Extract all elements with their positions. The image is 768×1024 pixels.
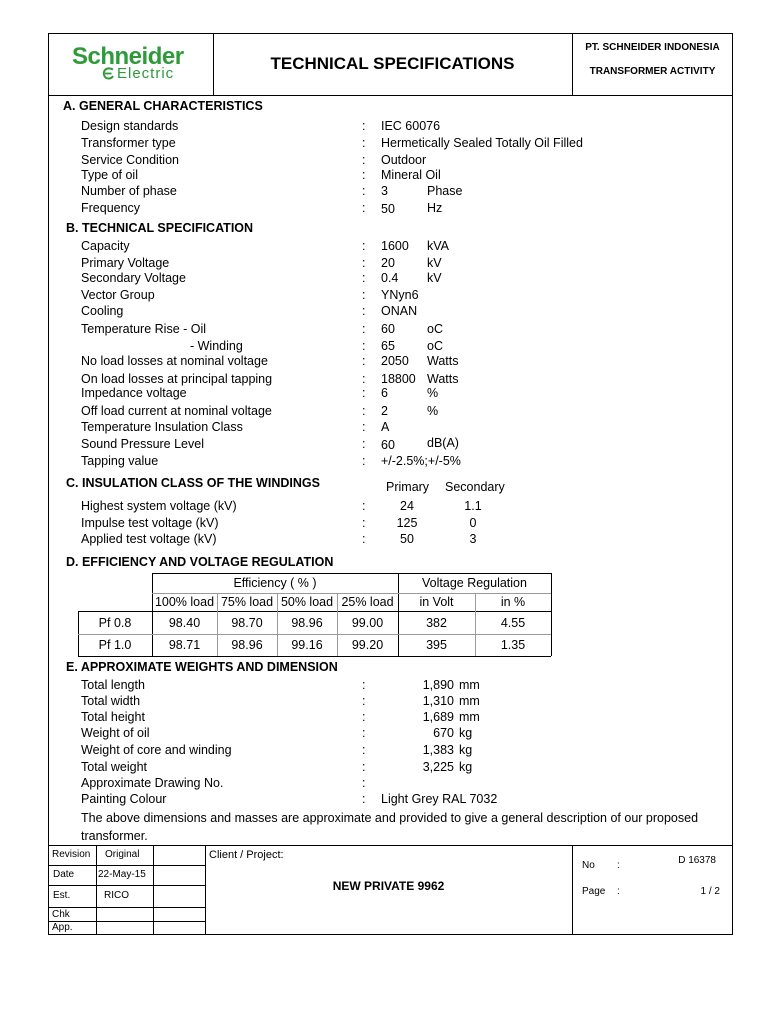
column-header: 50% load bbox=[280, 595, 334, 609]
dimension-value: 3,225 bbox=[422, 760, 454, 774]
primary-column-header: Primary bbox=[386, 480, 430, 494]
dimension-value: 1,689 bbox=[422, 710, 454, 724]
column-header: 100% load bbox=[154, 595, 215, 609]
colon: : bbox=[362, 743, 366, 757]
spec-unit: Hz bbox=[427, 201, 443, 215]
section-a-heading: A. GENERAL CHARACTERISTICS bbox=[63, 99, 263, 113]
spec-value: 18800 bbox=[381, 372, 416, 386]
dimension-unit: kg bbox=[459, 726, 473, 740]
spec-label: Secondary Voltage bbox=[81, 271, 186, 285]
table-cell: 99.16 bbox=[291, 638, 323, 652]
spec-value: 2050 bbox=[381, 354, 409, 368]
spec-label: Sound Pressure Level bbox=[81, 437, 204, 451]
spec-unit: Phase bbox=[427, 184, 463, 198]
colon: : bbox=[362, 271, 366, 285]
colon: : bbox=[362, 354, 366, 368]
colon: : bbox=[362, 136, 366, 150]
colon: : bbox=[362, 201, 366, 215]
spec-value: IEC 60076 bbox=[381, 119, 441, 133]
dimension-unit: kg bbox=[459, 743, 473, 757]
table-cell: 98.96 bbox=[291, 616, 323, 630]
colon: : bbox=[362, 322, 366, 336]
table-cell: 98.71 bbox=[168, 638, 201, 652]
dimension-label: Weight of core and winding bbox=[81, 743, 232, 757]
colon: : bbox=[362, 119, 366, 133]
spec-unit: Watts bbox=[427, 354, 459, 368]
colon: : bbox=[362, 153, 366, 167]
colon: : bbox=[362, 678, 366, 692]
colon: : bbox=[362, 694, 366, 708]
date-label: Date bbox=[53, 869, 75, 880]
insulation-secondary: 3 bbox=[469, 532, 477, 546]
spec-value: 2 bbox=[381, 404, 388, 418]
dimension-label: Total length bbox=[81, 678, 145, 692]
dimension-label: Approximate Drawing No. bbox=[81, 776, 224, 790]
dimension-unit: kg bbox=[459, 760, 473, 774]
spec-value: 1600 bbox=[381, 239, 409, 253]
secondary-column-header: Secondary bbox=[445, 480, 505, 494]
table-cell: 99.20 bbox=[351, 638, 384, 652]
est-value: RICO bbox=[104, 890, 129, 901]
spec-value: YNyn6 bbox=[381, 288, 419, 302]
dimension-unit: mm bbox=[459, 678, 480, 692]
colon: : bbox=[362, 726, 366, 740]
doc-no-value: D 16378 bbox=[678, 855, 716, 866]
colon: : bbox=[362, 339, 366, 353]
spec-unit: kV bbox=[427, 271, 442, 285]
colon: : bbox=[362, 404, 366, 418]
spec-unit: dB(A) bbox=[427, 436, 459, 450]
spec-value: 0.4 bbox=[381, 271, 399, 285]
insulation-primary: 24 bbox=[400, 499, 414, 513]
activity-name: TRANSFORMER ACTIVITY bbox=[589, 66, 716, 77]
pf-label: Pf 1.0 bbox=[98, 638, 132, 652]
table-cell: 99.00 bbox=[351, 616, 384, 630]
spec-value: Mineral Oil bbox=[381, 168, 441, 182]
painting-value: Light Grey RAL 7032 bbox=[381, 792, 498, 806]
dimension-label: Total height bbox=[81, 710, 145, 724]
chk-label: Chk bbox=[52, 909, 70, 920]
colon: : bbox=[362, 168, 366, 182]
colon: : bbox=[362, 437, 366, 451]
dimension-unit: mm bbox=[459, 710, 480, 724]
insulation-label: Highest system voltage (kV) bbox=[81, 499, 237, 513]
dimension-note-cont: transformer. bbox=[81, 829, 148, 843]
table-cell: 98.70 bbox=[231, 616, 263, 630]
column-header: in % bbox=[500, 595, 526, 609]
table-cell: 98.96 bbox=[231, 638, 263, 652]
colon: : bbox=[362, 288, 366, 302]
column-header: 75% load bbox=[220, 595, 274, 609]
spec-unit: Watts bbox=[427, 372, 459, 386]
project-name: NEW PRIVATE 9962 bbox=[332, 879, 445, 893]
column-header: 25% load bbox=[341, 595, 394, 609]
spec-label: Type of oil bbox=[81, 168, 138, 182]
dimension-value: 1,890 bbox=[422, 678, 454, 692]
dimension-note: The above dimensions and masses are approximate and provided to give a general description of our proposed bbox=[81, 811, 699, 825]
spec-value: 20 bbox=[381, 256, 395, 270]
spec-label: Cooling bbox=[81, 304, 124, 318]
spec-value: +/-2.5%;+/-5% bbox=[381, 454, 461, 468]
doc-no-label: No bbox=[582, 860, 595, 871]
dimension-label: Total width bbox=[81, 694, 141, 708]
dimension-label: Weight of oil bbox=[81, 726, 150, 740]
table-cell: 395 bbox=[426, 638, 447, 652]
client-label: Client / Project: bbox=[209, 849, 284, 861]
page-colon: : bbox=[617, 886, 620, 897]
insulation-secondary: 0 bbox=[469, 516, 477, 530]
page-title: TECHNICAL SPECIFICATIONS bbox=[270, 54, 515, 73]
insulation-label: Impulse test voltage (kV) bbox=[81, 516, 219, 530]
colon: : bbox=[362, 304, 366, 318]
spec-value: 65 bbox=[381, 339, 395, 353]
spec-value: 60 bbox=[381, 322, 395, 336]
section-e-heading: E. APPROXIMATE WEIGHTS AND DIMENSION bbox=[66, 660, 338, 674]
date-value: 22-May-15 bbox=[98, 869, 146, 880]
spec-label: Design standards bbox=[81, 119, 179, 133]
spec-value: 60 bbox=[381, 438, 395, 452]
painting-label: Painting Colour bbox=[81, 792, 167, 806]
spec-label: Tapping value bbox=[81, 454, 159, 468]
logo-e-icon bbox=[102, 67, 115, 80]
colon: : bbox=[362, 386, 366, 400]
colon: : bbox=[362, 420, 366, 434]
spec-label: Number of phase bbox=[81, 184, 177, 198]
insulation-secondary: 1.1 bbox=[464, 499, 482, 513]
colon: : bbox=[362, 256, 366, 270]
section-c-heading: C. INSULATION CLASS OF THE WINDINGS bbox=[66, 476, 320, 490]
spec-value: 3 bbox=[381, 184, 388, 198]
company-name: PT. SCHNEIDER INDONESIA bbox=[585, 42, 720, 53]
spec-value: A bbox=[381, 420, 390, 434]
spec-label: Off load current at nominal voltage bbox=[81, 404, 272, 418]
dimension-value: 1,310 bbox=[422, 694, 454, 708]
dimension-value: 1,383 bbox=[422, 743, 454, 757]
section-b-heading: B. TECHNICAL SPECIFICATION bbox=[66, 221, 254, 235]
spec-label: No load losses at nominal voltage bbox=[81, 354, 268, 368]
spec-value: Hermetically Sealed Totally Oil Filled bbox=[381, 136, 583, 150]
spec-label: Capacity bbox=[81, 239, 130, 253]
colon: : bbox=[362, 372, 366, 386]
spec-label: On load losses at principal tapping bbox=[81, 372, 273, 386]
footer-divider bbox=[48, 845, 733, 846]
spec-unit: kVA bbox=[427, 239, 449, 253]
section-d-heading: D. EFFICIENCY AND VOLTAGE REGULATION bbox=[66, 555, 334, 569]
spec-label: Temperature Rise - Oil bbox=[81, 322, 207, 336]
insulation-primary: 125 bbox=[396, 516, 418, 530]
colon: : bbox=[362, 239, 366, 253]
spec-label: - Winding bbox=[190, 339, 243, 353]
table-cell: 98.40 bbox=[168, 616, 201, 630]
spec-value: ONAN bbox=[381, 304, 418, 318]
colon: : bbox=[362, 710, 366, 724]
logo-wordmark: Schneider bbox=[72, 43, 184, 70]
logo-subword: Electric bbox=[117, 65, 175, 82]
dimension-value: 670 bbox=[433, 726, 454, 740]
colon: : bbox=[362, 499, 366, 513]
revision-label: Revision bbox=[52, 849, 91, 860]
colon: : bbox=[362, 454, 366, 468]
insulation-primary: 50 bbox=[400, 532, 414, 546]
spec-value: 50 bbox=[381, 202, 395, 216]
insulation-label: Applied test voltage (kV) bbox=[81, 532, 217, 546]
regulation-header: Voltage Regulation bbox=[422, 576, 527, 590]
column-header: in Volt bbox=[419, 595, 454, 609]
spec-label: Frequency bbox=[81, 201, 141, 215]
revision-value: Original bbox=[105, 849, 140, 860]
doc-no-colon: : bbox=[617, 860, 620, 871]
app-label: App. bbox=[52, 922, 73, 933]
colon: : bbox=[362, 516, 366, 530]
spec-label: Vector Group bbox=[81, 288, 155, 302]
spec-label: Transformer type bbox=[81, 136, 176, 150]
colon: : bbox=[362, 532, 366, 546]
spec-label: Impedance voltage bbox=[81, 386, 187, 400]
page-label: Page bbox=[582, 886, 606, 897]
spec-unit: kV bbox=[427, 256, 442, 270]
colon: : bbox=[362, 792, 366, 806]
dimension-label: Total weight bbox=[81, 760, 148, 774]
pf-label: Pf 0.8 bbox=[98, 616, 132, 630]
header-divider bbox=[48, 95, 733, 96]
est-label: Est. bbox=[53, 890, 71, 901]
spec-unit: oC bbox=[427, 339, 443, 353]
page-value: 1 / 2 bbox=[700, 886, 720, 897]
dimension-unit: mm bbox=[459, 694, 480, 708]
colon: : bbox=[362, 184, 366, 198]
efficiency-header: Efficiency ( % ) bbox=[233, 576, 317, 590]
spec-unit: % bbox=[427, 386, 439, 400]
spec-value: Outdoor bbox=[381, 153, 427, 167]
spec-label: Temperature Insulation Class bbox=[81, 420, 243, 434]
spec-label: Primary Voltage bbox=[81, 256, 170, 270]
table-cell: 1.35 bbox=[500, 638, 526, 652]
spec-unit: oC bbox=[427, 322, 443, 336]
table-cell: 382 bbox=[426, 616, 447, 630]
table-cell: 4.55 bbox=[500, 616, 526, 630]
schneider-logo bbox=[72, 43, 190, 83]
spec-value: 6 bbox=[381, 386, 388, 400]
colon: : bbox=[362, 760, 366, 774]
spec-label: Service Condition bbox=[81, 153, 179, 167]
spec-unit: % bbox=[427, 404, 439, 418]
colon: : bbox=[362, 776, 366, 790]
